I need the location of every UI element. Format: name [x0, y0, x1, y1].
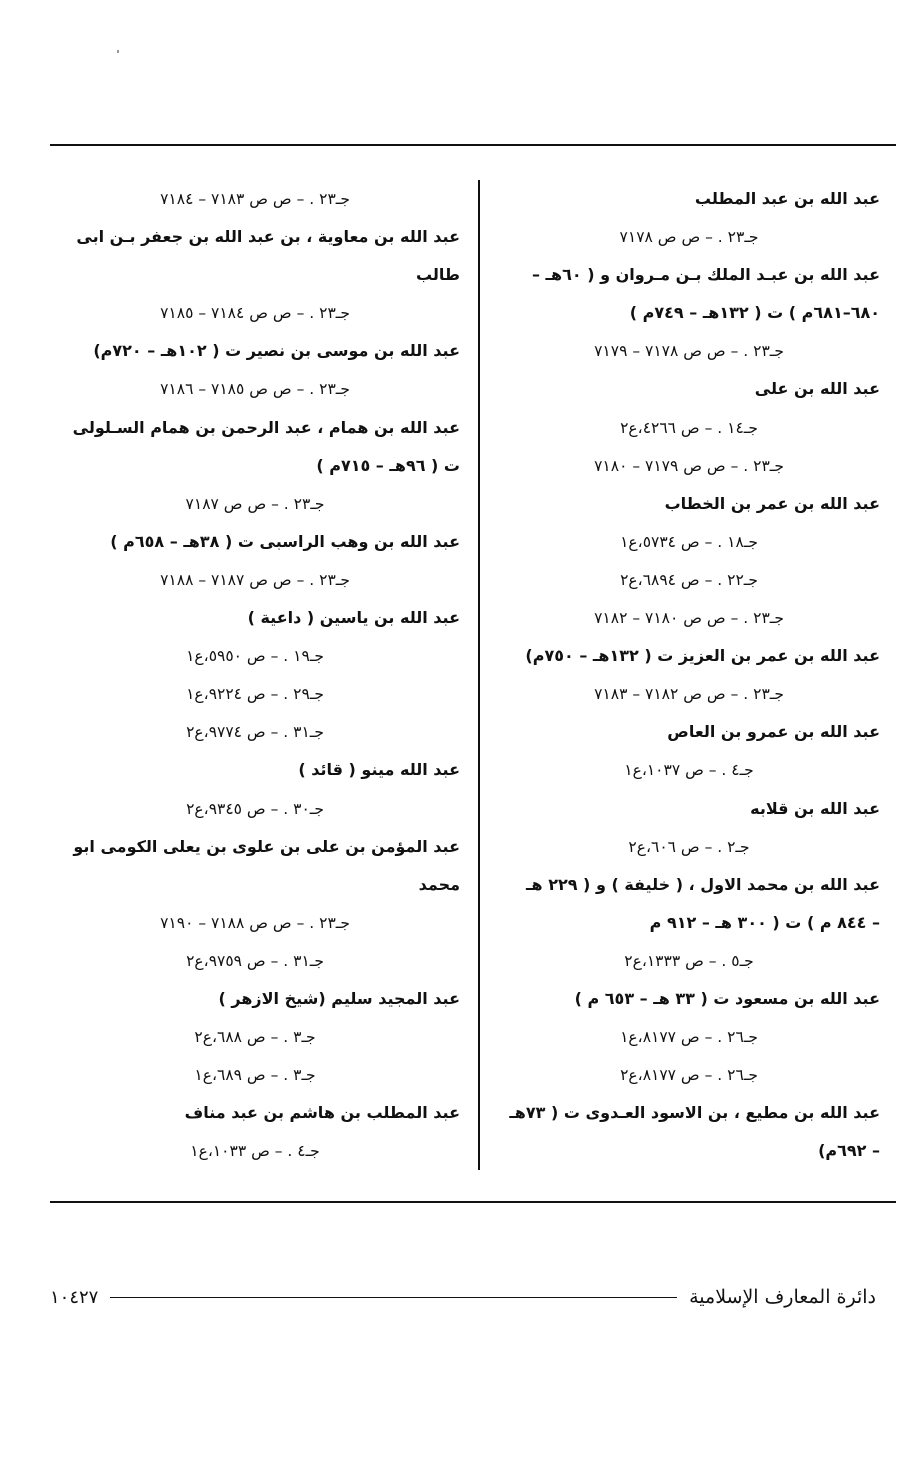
- index-entry-heading: محمد: [418, 874, 460, 894]
- index-column-left: [50, 180, 460, 1170]
- footer-title: دائرة المعارف الإسلامية: [689, 1286, 876, 1308]
- index-entry-reference: جـ٢ . – ص ٦٠٦،ع٢: [628, 837, 750, 856]
- index-entry-heading: عبد الله مينو ( قائد ): [298, 760, 460, 780]
- index-entry-heading: عبد الله بن مسعود ت ( ٣٣ هـ – ٦٥٣ م ): [574, 988, 880, 1008]
- index-entry-heading: عبد الله بن عبـد الملك بـن مـروان و ( ٦٠هـ –: [531, 265, 880, 285]
- index-column-right: [484, 180, 894, 1170]
- index-entry-heading: عبد الله بن قلابه: [750, 798, 880, 818]
- index-entry-reference: جـ٢٣ . – ص ص ٧١٨٣ – ٧١٨٤: [160, 190, 350, 208]
- bottom-rule: [50, 1201, 896, 1203]
- top-rule: [50, 144, 896, 146]
- index-entry-reference: جـ١٨ . – ص ٥٧٣٤،ع١: [620, 532, 758, 551]
- index-entry-reference: جـ٤ . – ص ١٠٣٣،ع١: [190, 1142, 320, 1161]
- index-entry-reference: جـ٢٣ . – ص ص ٧١٨٧: [185, 494, 325, 513]
- index-entry-heading: عبد المجيد سليم (شيخ الازهر ): [218, 988, 460, 1008]
- page-footer: [50, 1286, 876, 1308]
- index-entry-reference: جـ٢٣ . – ص ص ٧١٨٨ – ٧١٩٠: [160, 913, 350, 932]
- page-number: ١٠٤٢٧: [50, 1286, 99, 1308]
- index-entry-heading: ت ( ٩٦هـ – ٧١٥م ): [316, 455, 460, 475]
- footer-line: [110, 1297, 677, 1298]
- index-entry-reference: جـ٣ . – ص ٦٨٩،ع١: [194, 1066, 316, 1085]
- index-entry-reference: جـ٣١ . – ص ٩٧٥٩،ع٢: [186, 951, 324, 970]
- index-entry-heading: عبد الله بن على: [754, 379, 880, 399]
- index-entry-reference: جـ٢٣ . – ص ص ٧١٧٩ – ٧١٨٠: [594, 456, 784, 475]
- index-entry-heading: عبد الله بن عبد المطلب: [694, 189, 880, 208]
- index-entry-reference: جـ٢٣ . – ص ص ٧١٨٢ – ٧١٨٣: [594, 685, 784, 704]
- index-entry-heading: عبد الله بن همام ، عبد الرحمن بن همام السـلولى: [72, 417, 460, 437]
- index-entry-heading: – ٦٩٢م): [818, 1141, 880, 1161]
- index-entry-heading: عبد المطلب بن هاشم بن عبد مناف: [184, 1103, 460, 1123]
- index-entry-heading: عبد الله بن محمد الاول ، ( خليفة ) و ( ٢٢٩ هـ: [526, 874, 880, 894]
- index-entry-heading: عبد الله بن وهب الراسبى ت ( ٣٨هـ – ٦٥٨م ): [110, 531, 460, 551]
- index-entry-reference: جـ١٤ . – ص ٤٢٦٦،ع٢: [620, 418, 758, 437]
- index-entry-reference: جـ٢٣ . – ص ص ٧١٧٨: [619, 228, 759, 247]
- index-entry-reference: جـ١٩ . – ص ٥٩٥٠،ع١: [186, 647, 324, 666]
- index-entry-heading: عبد الله بن معاوية ، بن عبد الله بن جعفر بـن ابى: [76, 227, 460, 247]
- index-entry-reference: جـ٢٣ . – ص ص ٧١٨٧ – ٧١٨٨: [160, 570, 350, 589]
- index-entry-heading: عبد الله بن عمرو بن العاص: [667, 722, 880, 742]
- index-entry-reference: جـ٣١ . – ص ٩٧٧٤،ع٢: [186, 723, 324, 742]
- index-entry-heading: عبد الله بن موسى بن نصير ت ( ١٠٢هـ – ٧٢٠م): [93, 341, 460, 361]
- index-entry-reference: جـ٢٣ . – ص ص ٧١٧٨ – ٧١٧٩: [594, 342, 784, 361]
- index-entry-reference: جـ٣ . – ص ٦٨٨،ع٢: [194, 1028, 316, 1047]
- index-entry-reference: جـ٥ . – ص ١٣٣٣،ع٢: [624, 951, 754, 970]
- index-entry-reference: جـ٢٩ . – ص ٩٢٢٤،ع١: [186, 685, 324, 704]
- index-entry-reference: جـ٢٢ . – ص ٦٨٩٤،ع٢: [620, 570, 758, 589]
- index-entry-heading: عبد الله بن ياسين ( داعية ): [247, 608, 460, 628]
- index-entry-reference: جـ٤ . – ص ١٠٣٧،ع١: [624, 761, 754, 780]
- index-entry-heading: طالب: [415, 265, 460, 285]
- scan-speck: [117, 50, 119, 53]
- index-entry-heading: عبد الله بن مطيع ، بن الاسود العـدوى ت ( ٧٣هـ: [509, 1103, 880, 1123]
- column-divider: [478, 180, 480, 1170]
- index-entry-heading: عبد المؤمن بن على بن علوى بن يعلى الكومى ابو: [73, 836, 460, 856]
- index-entry-heading: ٦٨٠–٦٨١م ) ت ( ١٣٢هـ – ٧٤٩م ): [629, 303, 880, 323]
- index-entry-heading: عبد الله بن عمر بن العزيز ت ( ١٣٢هـ – ٧٥٠م): [525, 646, 880, 666]
- index-entry-reference: جـ٢٦ . – ص ٨١٧٧،ع١: [620, 1028, 758, 1047]
- index-entry-reference: جـ٢٣ . – ص ص ٧١٨٥ – ٧١٨٦: [160, 380, 350, 399]
- index-entry-heading: عبد الله بن عمر بن الخطاب: [664, 493, 880, 513]
- index-entry-reference: جـ٢٦ . – ص ٨١٧٧،ع٢: [620, 1066, 758, 1085]
- index-entry-heading: – ٨٤٤ م ) ت ( ٣٠٠ هـ – ٩١٢ م: [649, 912, 880, 932]
- index-entry-reference: جـ٣٠ . – ص ٩٣٤٥،ع٢: [186, 799, 324, 818]
- index-entry-reference: جـ٢٣ . – ص ص ٧١٨٠ – ٧١٨٢: [594, 609, 784, 628]
- index-entry-reference: جـ٢٣ . – ص ص ٧١٨٤ – ٧١٨٥: [160, 304, 350, 323]
